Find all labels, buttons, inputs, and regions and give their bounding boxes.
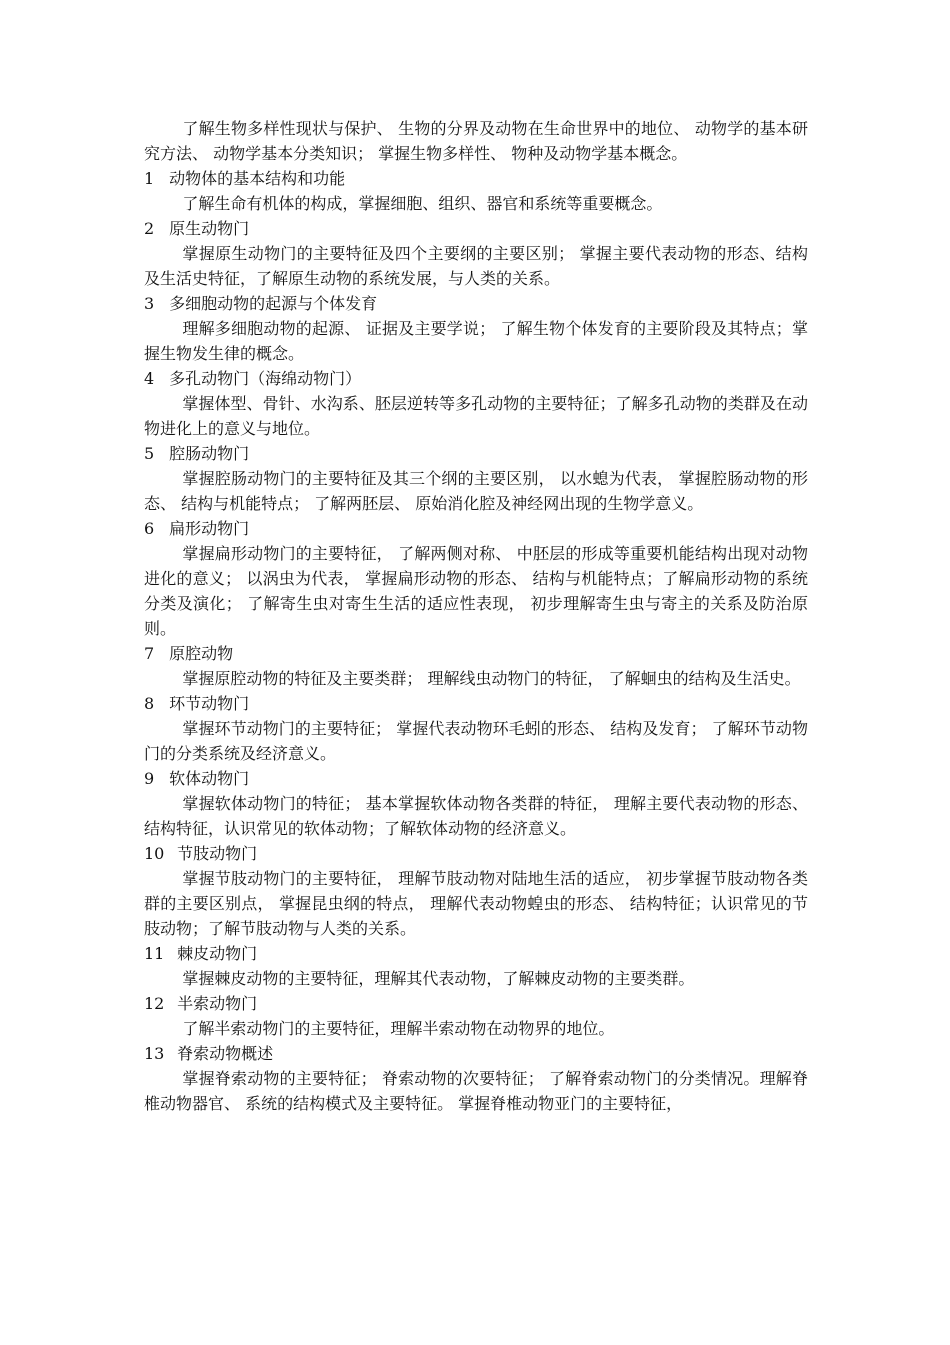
section-heading-5 xyxy=(144,441,808,466)
section-paragraph-7: 掌握原腔动物的特征及主要类群； 理解线虫动物门的特征， 了解蛔虫的结构及生活史。 xyxy=(182,669,801,688)
section-heading-9 xyxy=(144,766,808,791)
section-paragraph-8: 掌握环节动物门的主要特征； 掌握代表动物环毛蚓的形态、 结构及发育； 了解环节动物门的分类系统及经济意义。 xyxy=(144,719,808,763)
section-heading-4 xyxy=(144,366,808,391)
section-paragraph-9: 掌握软体动物门的特征； 基本掌握软体动物各类群的特征， 理解主要代表动物的形态、结构特征，认识常见的软体动物；了解软体动物的经济意义。 xyxy=(144,794,808,838)
intro-paragraph: 了解生物多样性现状与保护、 生物的分界及动物在生命世界中的地位、 动物学的基本研究方法、 动物学基本分类知识； 掌握生物多样性、 物种及动物学基本概念。 xyxy=(144,119,808,163)
section-paragraph-10: 掌握节肢动物门的主要特征， 理解节肢动物对陆地生活的适应， 初步掌握节肢动物各类群的主要区别点， 掌握昆虫纲的特点， 理解代表动物蝗虫的形态、 结构特征；认识常见的节肢动物；了解节肢动物与人类的关系。 xyxy=(144,869,808,938)
section-title: 多孔动物门（海绵动物门） xyxy=(169,369,362,388)
section-heading-13 xyxy=(144,1041,808,1066)
section-number: 5 xyxy=(144,444,155,463)
section-heading-10 xyxy=(144,841,808,866)
section-paragraph-4: 掌握体型、骨针、水沟系、胚层逆转等多孔动物的主要特征；了解多孔动物的类群及在动物进化上的意义与地位。 xyxy=(144,394,808,438)
section-number: 11 xyxy=(144,944,165,963)
section-paragraph-6: 掌握扁形动物门的主要特征， 了解两侧对称、 中胚层的形成等重要机能结构出现对动物进化的意义； 以涡虫为代表， 掌握扁形动物的形态、 结构与机能特点；了解扁形动物的系统分类及演化； 了解寄生虫对寄生生活的适应性表现， 初步理解寄生虫与寄主的关系及防治原则。 xyxy=(144,544,808,638)
section-paragraph-2: 掌握原生动物门的主要特征及四个主要纲的主要区别； 掌握主要代表动物的形态、结构及生活史特征，了解原生动物的系统发展，与人类的关系。 xyxy=(144,244,808,288)
section-title: 腔肠动物门 xyxy=(169,444,250,463)
section-heading-6 xyxy=(144,516,808,541)
section-number: 13 xyxy=(144,1044,165,1063)
section-number: 4 xyxy=(144,369,155,388)
section-title: 原腔动物 xyxy=(169,644,234,663)
section-title: 节肢动物门 xyxy=(177,844,258,863)
section-number: 8 xyxy=(144,694,155,713)
section-paragraph-1: 了解生命有机体的构成，掌握细胞、组织、器官和系统等重要概念。 xyxy=(182,194,663,213)
section-number: 1 xyxy=(144,169,155,188)
section-number: 10 xyxy=(144,844,165,863)
section-title: 动物体的基本结构和功能 xyxy=(169,169,346,188)
section-paragraph-3: 理解多细胞动物的起源、 证据及主要学说； 了解生物个体发育的主要阶段及其特点；掌握生物发生律的概念。 xyxy=(144,319,808,363)
document-page xyxy=(144,116,808,1116)
section-paragraph-13: 掌握脊索动物的主要特征； 脊索动物的次要特征； 了解脊索动物门的分类情况。理解脊椎动物器官、 系统的结构模式及主要特征。 掌握脊椎动物亚门的主要特征， xyxy=(144,1069,808,1113)
section-number: 9 xyxy=(144,769,155,788)
section-title: 半索动物门 xyxy=(177,994,258,1013)
section-number: 3 xyxy=(144,294,155,313)
section-title: 多细胞动物的起源与个体发育 xyxy=(169,294,378,313)
section-heading-8 xyxy=(144,691,808,716)
section-paragraph-5: 掌握腔肠动物门的主要特征及其三个纲的主要区别， 以水螅为代表， 掌握腔肠动物的形态、 结构与机能特点； 了解两胚层、 原始消化腔及神经网出现的生物学意义。 xyxy=(144,469,808,513)
section-paragraph-12: 了解半索动物门的主要特征，理解半索动物在动物界的地位。 xyxy=(182,1019,615,1038)
section-heading-7 xyxy=(144,641,808,666)
section-heading-3 xyxy=(144,291,808,316)
section-title: 软体动物门 xyxy=(169,769,250,788)
section-heading-1 xyxy=(144,166,808,191)
section-paragraph-11: 掌握棘皮动物的主要特征，理解其代表动物，了解棘皮动物的主要类群。 xyxy=(182,969,695,988)
section-title: 棘皮动物门 xyxy=(177,944,258,963)
section-title: 扁形动物门 xyxy=(169,519,250,538)
section-title: 脊索动物概述 xyxy=(177,1044,274,1063)
section-number: 6 xyxy=(144,519,155,538)
section-number: 7 xyxy=(144,644,155,663)
section-heading-12 xyxy=(144,991,808,1016)
section-heading-11 xyxy=(144,941,808,966)
section-title: 环节动物门 xyxy=(169,694,250,713)
section-number: 2 xyxy=(144,219,155,238)
section-title: 原生动物门 xyxy=(169,219,250,238)
section-heading-2 xyxy=(144,216,808,241)
section-number: 12 xyxy=(144,994,165,1013)
